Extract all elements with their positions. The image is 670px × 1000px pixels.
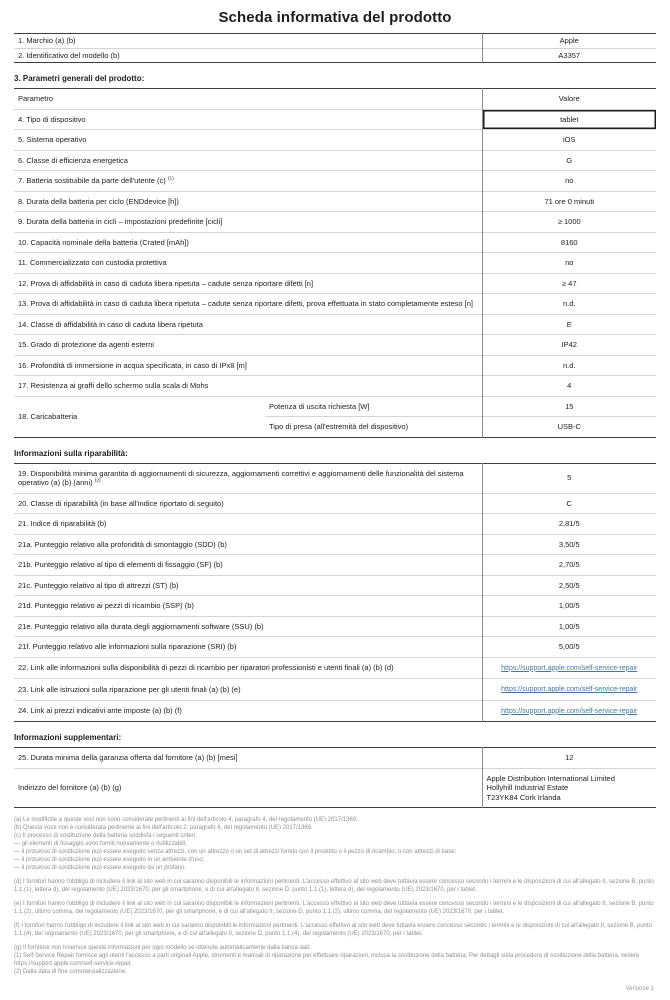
table-row: [14, 273, 656, 294]
table-row: [14, 534, 656, 555]
param-label: 24. Link ai prezzi indicativi ante imposte (a) (b) (f): [14, 700, 482, 722]
column-header-parametro: Parametro: [18, 94, 54, 103]
footnotes-block: [14, 816, 656, 976]
self-service-repair-link[interactable]: https://support.apple.com/self-service-repair: [501, 686, 638, 693]
param-value: ≥ 47: [482, 273, 656, 294]
table-row: [14, 232, 656, 253]
param-label: 19. Disponibilità minima garantita di aggiornamenti di sicurezza, aggiornamenti correttivi e aggiornamenti delle funzionalità del sistema operativo (a) (b) (anni) $^{(2)}$: [18, 468, 464, 487]
param-value: 15: [482, 396, 656, 417]
param-value: ≥ 1000: [482, 212, 656, 233]
footnote: (e) I fornitori hanno l'obbligo di includere il link al sito web in cui saranno disponibili le informazioni pertinenti. L'accesso effettivo al sito web deve tuttavia essere concesso secondo i termini e le disposizioni di cui all'allegato II, sezione B, punto 1.1.(2), ultimo comma, del regolamento (UE) 2023/1670, per gli smartphone, e di cui all'allegato II, sezione D, punto 1.1.(2), ultimo comma, del regolamento (UE) 2023/1670, per i tablet.: [14, 901, 654, 915]
param-label: 15. Grado di protezione da agenti esterni: [14, 335, 482, 356]
param-label: 21e. Punteggio relativo alla durata degli aggiornamenti software (SSU) (b): [14, 616, 482, 637]
version-label: Versione 1: [625, 986, 654, 992]
table-header-row: [14, 89, 656, 110]
section-heading-repairability: Informazioni sulla riparabilità:: [14, 448, 128, 458]
param-label: 21f. Punteggio relativo alle informazioni sulla riparazione (SRI) (b): [14, 637, 482, 658]
table-row: [14, 355, 656, 376]
param-label: 18. Caricabatteria: [14, 396, 265, 437]
footnote-criterion: — il processo di sostituzione può essere eseguito senza attrezzi, con un attrezzo o un set di attrezzi fornito con il prodotto o il pezzo di ricambio, o con attrezzi di base;: [14, 849, 457, 855]
footnote: (c) Il processo di sostituzione della batteria soddisfa i seguenti criteri:: [14, 833, 197, 839]
param-label: Indirizzo del fornitore (a) (b) (g): [14, 768, 482, 808]
param-value: USB-C: [482, 417, 656, 438]
param-value: 3,50/5: [482, 534, 656, 555]
param-label: 10. Capacità nominale della batteria (Crated [mAh]): [14, 232, 482, 253]
table-row: [14, 463, 656, 493]
charger-subparam-label: Tipo di presa (all'estremità del dispositivo): [265, 417, 482, 438]
param-value: 4: [482, 376, 656, 397]
footnote: (d) I fornitori hanno l'obbligo di includere il link al sito web in cui saranno disponibili le informazioni pertinenti. L'accesso effettivo al sito web deve tuttavia essere concesso secondo i termini e le disposizioni di cui all'allegato II, sezione B, punto 1.1.(1), lettera d), del regolamento (UE) 2023/1670, per gli smartphone, e di cui all'allegato II, sezione D, punto 1.1.(1), lettera d), del regolamento (UE) 2023/1670, per i tablet.: [14, 879, 654, 893]
param-value: 2,81/5: [482, 514, 656, 535]
footnote: (2) Dalla data di fine commercializzazione.: [14, 969, 127, 975]
table-row: [14, 130, 656, 151]
param-value-highlighted: tablet: [482, 109, 656, 130]
param-label: 21b. Punteggio relativo al tipo di elementi di fissaggio (SF) (b): [14, 555, 482, 576]
param-label: 12. Prova di affidabilità in caso di caduta libera ripetuta – cadute senza riportare difetti [n]: [14, 273, 482, 294]
supplementary-table: [14, 747, 656, 808]
footnote: (1) Self Service Repair fornisce agli utenti l'accesso a parti originali Apple, strumenti e manuali di riparazione per effettuare riparazioni, inclusa la sostituzione della batteria. Per dettagli sulla procedura di sostituzione della batteria, vedere https://support.apple.com/self-service-repair.: [14, 953, 640, 967]
param-value: G: [482, 150, 656, 171]
self-service-repair-link[interactable]: https://support.apple.com/self-service-repair: [501, 664, 638, 672]
param-label: 23. Link alle istruzioni sulla riparazione per gli utenti finali (a) (b) (e): [14, 679, 482, 701]
footnote-criterion: — il processo di sostituzione può essere eseguito da un profano.: [14, 865, 187, 871]
param-label: 1. Marchio (a) (b): [18, 36, 76, 45]
param-value: no: [482, 171, 656, 192]
param-value: 5,00/5: [482, 637, 656, 658]
supplier-address-line: Hollyhill Industrial Estate: [486, 783, 569, 792]
table-row: [14, 748, 656, 769]
charger-subparam-label: Potenza di uscita richiesta [W]: [265, 396, 482, 417]
table-row: [14, 109, 656, 130]
param-value: n.d.: [482, 294, 656, 315]
param-label: 21d. Punteggio relativo ai pezzi di ricambio (SSP) (b): [14, 596, 482, 617]
param-label: 21c. Punteggio relativo al tipo di attrezzi (ST) (b): [14, 575, 482, 596]
table-row: [14, 555, 656, 576]
param-value: 1,00/5: [482, 596, 656, 617]
param-value: 71 ore 0 minuti: [482, 191, 656, 212]
table-row-supplier: [14, 768, 656, 808]
table-row: [14, 514, 656, 535]
param-label: 16. Profondità di immersione in acqua specificata, in caso di IPx8 [m]: [14, 355, 482, 376]
param-label: 20. Classe di riparabilità (in base all'indice riportato di seguito): [14, 493, 482, 514]
general-parameters-table: [14, 88, 656, 438]
footnote: (a) Le modifiche a queste voci non sono considerate pertinenti ai fini dell'articolo 4, paragrafo 4, del regolamento (UE) 2017/1369.: [14, 817, 358, 823]
table-row: [14, 493, 656, 514]
supplier-address-line: T23YK84 Cork Irlanda: [486, 792, 561, 802]
param-value: IP42: [482, 335, 656, 356]
param-label: 9. Durata della batteria in cicli – impostazioni predefinite [cicli]: [14, 212, 482, 233]
footnote-criterion: — gli elementi di fissaggio sono forniti nuovamente o riutilizzabili;: [14, 841, 187, 847]
footnote: (g) Il fornitore non inserisce queste informazioni per ogni modello se ottenute automaticamente dalla banca dati.: [14, 945, 311, 951]
param-value: 2,70/5: [482, 555, 656, 576]
param-label: 13. Prova di affidabilità in caso di caduta libera ripetuta – cadute senza riportare difetti, prova effettuata in stato completamente esteso [n]: [14, 294, 482, 315]
table-row: [14, 212, 656, 233]
param-label: 5. Sistema operativo: [14, 130, 482, 151]
footnote-ref-1: (1): [167, 176, 174, 182]
section-heading-supplementary: Informazioni supplementari:: [14, 733, 122, 742]
repairability-table: [14, 463, 656, 723]
param-value: [482, 657, 656, 679]
table-row: [14, 294, 656, 315]
table-row: [14, 700, 656, 722]
table-row: [14, 253, 656, 274]
table-row: [14, 679, 656, 701]
param-value: E: [482, 314, 656, 335]
param-label: 21. Indice di riparabilità (b): [14, 514, 482, 535]
param-value: [482, 700, 656, 722]
supplier-address: [482, 768, 656, 808]
param-label: 4. Tipo di dispositivo: [14, 109, 482, 130]
param-value: C: [482, 493, 656, 514]
param-label: 21a. Punteggio relativo alla profondità di smontaggio (SDD) (b): [14, 534, 482, 555]
param-value: 1,00/5: [482, 616, 656, 637]
table-row: [14, 171, 656, 192]
table-row: [14, 335, 656, 356]
self-service-repair-link[interactable]: https://support.apple.com/self-service-repair: [501, 707, 638, 715]
section-heading-general-parameters: 3. Parametri generali del prodotto:: [14, 74, 145, 83]
param-value: 8160: [482, 232, 656, 253]
table-row: [14, 616, 656, 637]
page-title: Scheda informativa del prodotto: [218, 9, 452, 26]
table-row: [14, 575, 656, 596]
identity-table: [14, 33, 656, 63]
table-row: [14, 376, 656, 397]
param-value: n.d.: [482, 355, 656, 376]
param-label: 17. Resistenza ai graffi dello schermo sulla scala di Mohs: [14, 376, 482, 397]
param-label: 2. Identificativo del modello (b): [14, 48, 482, 63]
footnote: (f) I fornitori hanno l'obbligo di includere il link al sito web in cui saranno disponibili le informazioni pertinenti. L'accesso effettivo al sito web deve tuttavia essere concesso secondo i termini e le disposizioni di cui all'allegato II, sezione B, punto 1.1.(4), del regolamento (UE) 2023/1670, per gli smartphone, e di cui all'allegato II, sezione D, punto 1.1.(4), del regolamento (UE) 2023/1670, per i tablet.: [14, 923, 653, 937]
table-row: [14, 637, 656, 658]
param-label: 7. Batteria sostituibile da parte dell'utente (c) $^{(1)}$: [14, 171, 482, 192]
param-label: 11. Commercializzato con custodia protettiva: [14, 253, 482, 274]
supplier-address-line: Apple Distribution International Limited: [486, 773, 615, 783]
table-row: [14, 314, 656, 335]
footnote-ref-2: (2): [94, 478, 101, 484]
table-row: [14, 150, 656, 171]
param-value: 2,50/5: [482, 575, 656, 596]
param-value: A3357: [482, 48, 656, 63]
param-value: [482, 679, 656, 701]
table-row: [14, 657, 656, 679]
footnote-criterion: — il processo di sostituzione può essere eseguito in un ambiente d'uso;: [14, 857, 205, 863]
param-label: 14. Classe di affidabilità in caso di caduta libera ripetuta: [14, 314, 482, 335]
param-value: iOS: [482, 130, 656, 151]
table-row: [14, 191, 656, 212]
param-label: 6. Classe di efficienza energetica: [14, 150, 482, 171]
param-value: no: [482, 253, 656, 274]
param-value: 12: [482, 748, 656, 769]
table-row: [14, 596, 656, 617]
table-row-charger: [14, 396, 656, 417]
param-label: 8. Durata della batteria per ciclo (ENDdevice [h]): [14, 191, 482, 212]
param-value: 5: [482, 463, 656, 493]
param-value: Apple: [482, 34, 656, 49]
column-header-valore: Valore: [482, 89, 656, 110]
table-row: [14, 34, 656, 49]
param-label: 22. Link alle informazioni sulla disponibilità di pezzi di ricambio per riparatori professionisti e utenti finali (a) (b) (d): [14, 657, 482, 679]
param-label: 25. Durata minima della garanzia offerta dal fornitore (a) (b) [mesi]: [18, 753, 238, 762]
table-row: [14, 48, 656, 63]
footnote: (b) Questa voce non è considerata pertinente ai fini dell'articolo 2, paragrafo 6, del regolamento (UE) 2017/1369.: [14, 825, 313, 831]
